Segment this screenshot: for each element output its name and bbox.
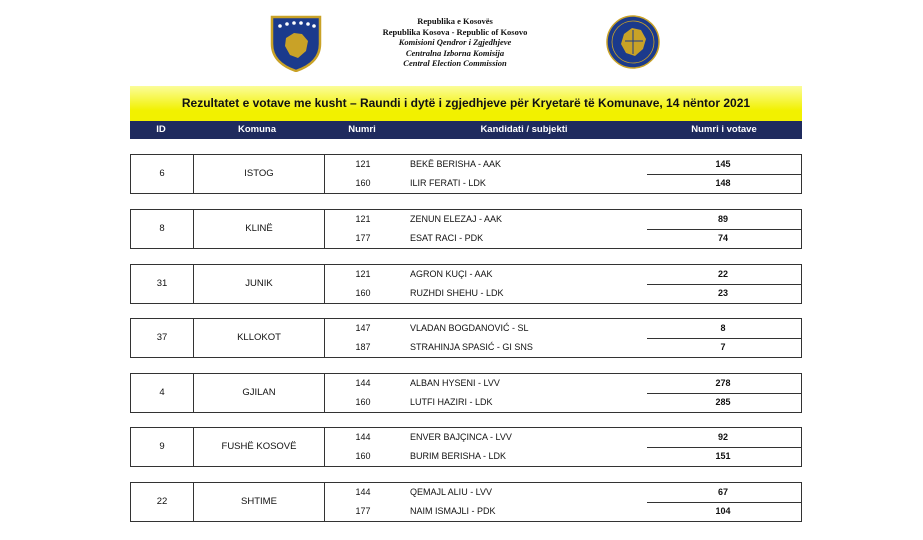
candidate-votes: 23	[717, 288, 728, 298]
candidate-row	[323, 210, 801, 229]
municipality-id: 22	[156, 496, 168, 507]
candidate-name: ZENUN ELEZAJ - AAK	[410, 214, 503, 224]
cec-logo-icon	[605, 14, 661, 70]
candidate-name: ESAT RACI - PDK	[410, 233, 484, 243]
votes-divider	[647, 284, 801, 285]
municipality-id: 31	[156, 278, 168, 289]
candidate-votes: 145	[715, 159, 731, 169]
candidate-row	[323, 393, 801, 412]
candidate-votes: 278	[715, 378, 731, 388]
candidate-name: RUZHDI SHEHU - LDK	[410, 288, 504, 298]
candidate-name: BEKË BERISHA - AAK	[410, 159, 502, 169]
candidate-votes: 67	[717, 487, 728, 497]
candidate-name: NAIM ISMAJLI - PDK	[410, 506, 496, 516]
votes-divider	[647, 393, 801, 394]
candidate-votes: 148	[715, 178, 731, 188]
institution-line-1: Republika e Kosovës	[417, 16, 493, 26]
municipality-group	[130, 427, 802, 467]
municipality-id: 4	[159, 387, 165, 398]
candidate-name: ENVER BAJÇINCA - LVV	[410, 432, 512, 442]
candidate-number: 144	[355, 378, 371, 388]
candidate-number: 160	[355, 288, 371, 298]
candidate-row	[323, 284, 801, 303]
kosovo-coat-of-arms-icon	[268, 14, 324, 72]
candidate-votes: 74	[717, 233, 728, 243]
candidate-number: 144	[355, 432, 371, 442]
municipality-group	[130, 154, 802, 194]
institution-line-2: Republika Kosova - Republic of Kosovo	[382, 26, 528, 37]
candidate-name: ALBAN HYSENI - LVV	[410, 378, 500, 388]
candidate-row	[323, 428, 801, 447]
document-header	[0, 0, 923, 80]
candidate-name: AGRON KUÇI - AAK	[410, 269, 493, 279]
municipality-name: KLINË	[193, 210, 325, 248]
institution-line-3: Komisioni Qendror i Zgjedhjeve	[398, 37, 512, 47]
municipality-group	[130, 264, 802, 304]
municipality-id: 8	[159, 223, 165, 234]
municipality-name: FUSHË KOSOVË	[193, 428, 325, 466]
votes-divider	[647, 338, 801, 339]
column-id: ID	[156, 124, 166, 135]
candidate-name: QEMAJL ALIU - LVV	[410, 487, 493, 497]
candidate-votes: 8	[720, 323, 726, 333]
institution-block	[360, 16, 550, 69]
municipality-id: 9	[159, 441, 165, 452]
candidate-row	[323, 319, 801, 338]
candidate-number: 187	[355, 342, 371, 352]
municipality-group	[130, 373, 802, 413]
votes-divider	[647, 502, 801, 503]
candidate-number: 160	[355, 178, 371, 188]
candidate-number: 144	[355, 487, 371, 497]
candidate-number: 121	[355, 214, 371, 224]
candidate-row	[323, 374, 801, 393]
report-title: Rezultatet e votave me kusht – Raundi i dytë i zgjedhjeve për Kryetarë të Komunave, 14 nëntor 2021	[130, 86, 802, 121]
candidate-number: 121	[355, 269, 371, 279]
candidate-name: STRAHINJA SPASIĆ - GI SNS	[410, 342, 533, 352]
municipality-id: 37	[156, 332, 168, 343]
candidate-number: 121	[355, 159, 371, 169]
column-header-row	[130, 121, 802, 139]
municipality-group	[130, 318, 802, 358]
candidate-number: 147	[355, 323, 371, 333]
candidate-name: VLADAN BOGDANOVIĆ - SL	[410, 323, 529, 333]
municipality-name: SHTIME	[193, 483, 325, 521]
candidate-votes: 89	[717, 214, 728, 224]
candidate-row	[323, 229, 801, 248]
votes-divider	[647, 447, 801, 448]
candidate-number: 177	[355, 233, 371, 243]
candidate-row	[323, 483, 801, 502]
candidate-row	[323, 338, 801, 357]
candidate-number: 160	[355, 397, 371, 407]
candidate-row	[323, 174, 801, 193]
candidate-row	[323, 265, 801, 284]
municipality-group	[130, 209, 802, 249]
votes-divider	[647, 174, 801, 175]
candidate-name: BURIM BERISHA - LDK	[410, 451, 507, 461]
column-kandidati: Kandidati / subjekti	[480, 124, 568, 135]
candidate-votes: 151	[715, 451, 731, 461]
institution-line-4: Centralna Izborna Komisija	[405, 47, 505, 58]
candidate-name: LUTFI HAZIRI - LDK	[410, 397, 493, 407]
municipality-name: GJILAN	[193, 374, 325, 412]
candidate-row	[323, 155, 801, 174]
institution-line-5: Central Election Commission	[403, 58, 507, 68]
column-numri: Numri	[348, 124, 376, 135]
municipality-name: KLLOKOT	[193, 319, 325, 357]
candidate-number: 177	[355, 506, 371, 516]
column-komuna: Komuna	[238, 124, 276, 135]
candidate-name: ILIR FERATI - LDK	[410, 178, 486, 188]
candidate-number: 160	[355, 451, 371, 461]
municipality-group	[130, 482, 802, 522]
candidate-row	[323, 447, 801, 466]
candidate-votes: 285	[715, 397, 731, 407]
candidate-votes: 104	[715, 506, 731, 516]
votes-divider	[647, 229, 801, 230]
candidate-votes: 7	[720, 342, 726, 352]
municipality-name: JUNIK	[193, 265, 325, 303]
candidate-row	[323, 502, 801, 521]
column-votat: Numri i votave	[691, 124, 757, 135]
candidate-votes: 92	[717, 432, 728, 442]
candidate-votes: 22	[717, 269, 728, 279]
municipality-id: 6	[159, 168, 165, 179]
municipality-name: ISTOG	[193, 155, 325, 193]
